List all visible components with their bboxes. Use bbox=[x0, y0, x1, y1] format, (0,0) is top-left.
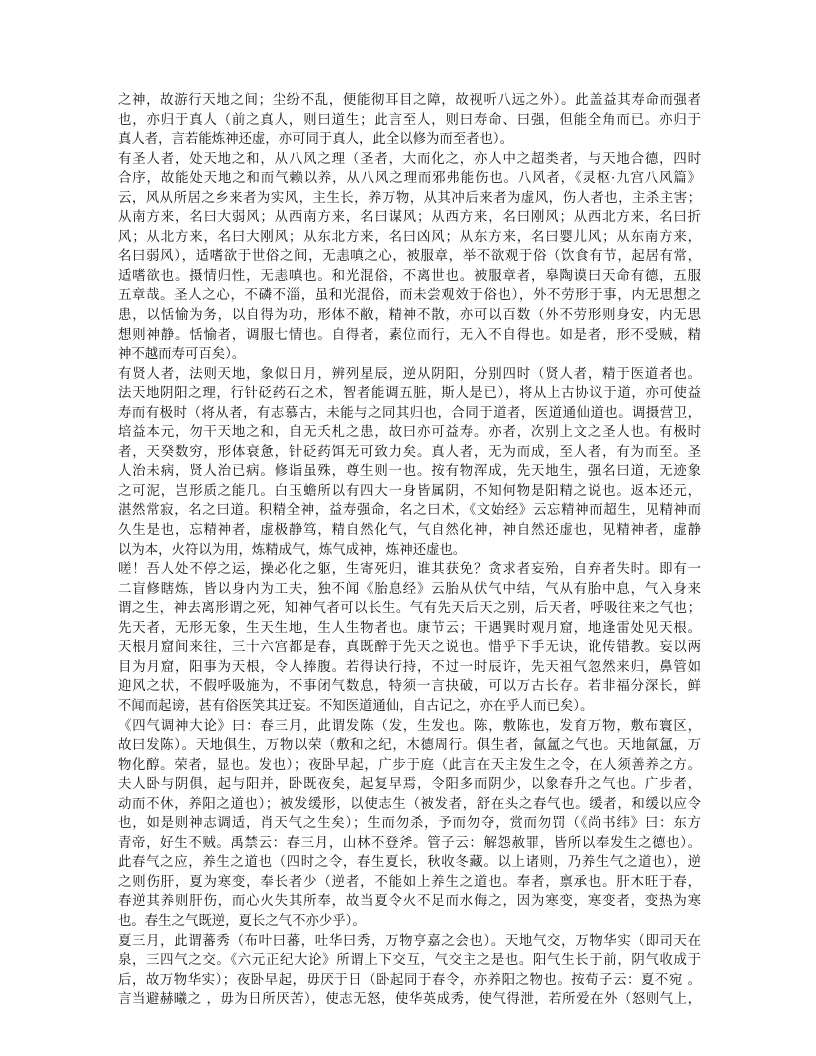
text-line: 春逆其养则肝伤，而心火失其所奉，故当夏令火不足而水侮之，因为寒变，寒变者，变热为寒 bbox=[118, 894, 701, 910]
text-line: 有圣人者，处天地之和，从八风之理（圣者，大而化之，亦人中之超类者，与天地合德，四时 bbox=[118, 151, 701, 167]
text-line: 者，天癸数穷，形体衰惫，针砭药饵无可致力矣。真人者，无为而成，至人者，有为而至。圣 bbox=[118, 444, 701, 460]
text-line: 后，故万物华实）；夜卧早起，毋厌于日（卧起同于春令，亦养阳之物也。按荀子云：夏不宛 。 bbox=[118, 972, 701, 988]
text-line: 青帝，好生不贼。禹禁云：春三月，山林不登斧。管子云：解怨赦罪，皆所以奉发生之德也）。 bbox=[118, 835, 701, 851]
text-line: 嗟！吾人处不停之运，操必化之躯，生寄死归，谁其获免？贪求者妄殆，自弃者失时。即有一 bbox=[118, 562, 701, 578]
text-line: 此春气之应，养生之道也（四时之令，春生夏长，秋收冬藏。以上诸则，乃养生气之道也），逆 bbox=[118, 855, 701, 871]
text-line: 风；从北方来，名曰大刚风；从东北方来，名曰凶风；从东方来，名曰婴儿风；从东南方来， bbox=[118, 229, 701, 245]
text-line: 动而不休，养阳之道也）；被发缓形，以使志生（被发者，舒在头之春气也。缓者，和缓以应令 bbox=[118, 796, 701, 812]
text-line: 言当避赫曦之 ，毋为日所厌苦），使志无怒，使华英成秀，使气得泄，若所爱在外（怒则气上， bbox=[118, 992, 701, 1008]
text-line: 也，如是则神志调适，肖天气之生矣）；生而勿杀，予而勿夺，赏而勿罚（《尚书纬》曰：东方 bbox=[118, 816, 701, 832]
text-line: 以为本，火符以为用，炼精成气，炼气成神，炼神还虚也。 bbox=[118, 542, 467, 558]
text-line: 之可泥，岂形质之能几。白玉蟾所以有四大一身皆属阴，不知何物是阳精之说也。返本还元， bbox=[118, 483, 701, 499]
text-line: 之则伤肝，夏为寒变，奉长者少（逆者，不能如上养生之道也。奉者，禀承也。肝木旺于春， bbox=[118, 874, 701, 890]
text-line: 适嗜欲也。摄情归性，无恚嗔也。和光混俗，不离世也。被服章者，皋陶谟曰天命有德，五服 bbox=[118, 268, 701, 284]
text-line: 夫人卧与阴俱，起与阳并，卧既夜矣，起复早焉，令阳多而阴少，以象春升之气也。广步者， bbox=[118, 777, 701, 793]
text-line: 泉，三四气之交。《六元正纪大论》所谓上下交互，气交主之是也。阳气生长于前，阴气收成于 bbox=[118, 953, 701, 969]
text-line: 神不越而寿可百矣）。 bbox=[118, 347, 246, 363]
text-line: 湛然常寂，名之曰道。积精全神，益寿强命，名之曰术，《文始经》云忘精神而超生，见精神而 bbox=[118, 503, 701, 519]
text-line: 不闻而起谤，甚有俗医笑其迂妄。不知医道通仙，自古记之，亦在乎人而已矣）。 bbox=[118, 698, 594, 714]
text-line: 迎风之状，不假呼吸施为，不事闭气数息，特须一言抉破，可以万古长存。若非福分深长，鲜 bbox=[118, 679, 701, 695]
text-line: 培益本元，勿干天地之和，自无夭札之患，故曰亦可益寿。亦者，次别上文之圣人也。有极时 bbox=[118, 425, 701, 441]
text-line: 真人者，言若能炼神还虚，亦可同于真人，此全以修为而至者也）。 bbox=[118, 132, 514, 148]
text-line: 名曰弱风），适嗜欲于世俗之间，无恚嗔之心，被服章，举不欲观于俗（饮食有节，起居有常， bbox=[118, 249, 701, 265]
text-line: 五章哉。圣人之心，不磷不淄，虽和光混俗，而未尝观效于俗也），外不劳形于事，内无思想之 bbox=[118, 288, 701, 304]
text-line: 目为月窟，阳事为天根，令人捧腹。若得诀行持，不过一时辰许，先天祖气忽然来归，鼻管如 bbox=[118, 659, 701, 675]
text-line: 合序，故能处天地之和而气赖以养，从八风之理而邪弗能伤也。八风者，《灵枢·九宫八风篇》 bbox=[118, 171, 701, 187]
text-line: 谓之生，神去离形谓之死，知神气者可以长生。气有先天后天之别，后天者，呼吸往来之气也； bbox=[118, 601, 701, 617]
text-line: 天根月窟间来往，三十六宫都是春，真既醉于先天之说也。惜乎下手无诀，讹传错教。妄以两 bbox=[118, 640, 701, 656]
text-line: 先天者，无形无象，生天生地，生人生物者也。康节云；干遇巽时观月窟，地逢雷处见天根。 bbox=[118, 620, 701, 636]
text-line: 之神，故游行天地之间；尘纷不乱，便能彻耳目之障，故视听八远之外）。此盖益其寿命而强者 bbox=[118, 93, 701, 108]
text-line: 夏三月，此谓蕃秀（布叶曰蕃，吐华曰秀，万物亨嘉之会也）。天地气交，万物华实（即司天在 bbox=[118, 933, 701, 949]
document-page bbox=[118, 91, 701, 1010]
text-line: 从南方来，名曰大弱风；从西南方来，名曰谋风；从西方来，名曰刚风；从西北方来，名曰折 bbox=[118, 210, 701, 226]
text-line: 寿而有极时（将从者，有志慕古，未能与之同其归也，合同于道者，医道通仙道也。调摄营卫， bbox=[118, 405, 701, 421]
text-line: 患，以恬愉为务，以自得为功，形体不敝，精神不散，亦可以百数（外不劳形则身安，内无思 bbox=[118, 308, 701, 324]
text-line: 想则神静。恬愉者，调服七情也。自得者，素位而行，无入不自得也。如是者，形不受贼，精 bbox=[118, 327, 701, 343]
text-line: 物化醇。荣者，显也。发也）；夜卧早起，广步于庭（此言在天主发生之令，在人须善养之方。 bbox=[118, 757, 701, 773]
text-line: 也，亦归于真人（前之真人，则曰道生；此言至人，则曰寿命、曰强，但能全角而已。亦归于 bbox=[118, 112, 701, 128]
text-line: 有贤人者，法则天地，象似日月，辨列星辰，逆从阴阳，分别四时（贤人者，精于医道者也。 bbox=[118, 366, 701, 382]
text-line: 法天地阴阳之理，行针砭药石之术，智者能调五脏，斯人是已），将从上古协议于道，亦可使益 bbox=[118, 386, 701, 402]
text-line: 久生是也，忘精神者，虚极静笃，精自然化气，气自然化神，神自然还虚也，见精神者，虚静 bbox=[118, 523, 701, 539]
text-line: 《四气调神大论》曰：春三月，此谓发陈（发，生发也。陈，敷陈也，发育万物，敷布寰区， bbox=[118, 718, 701, 734]
text-line: 二盲修瞎炼，皆以身内为工夫，独不闻《胎息经》云胎从伏气中结，气从有胎中息，气入身来 bbox=[118, 581, 701, 597]
text-line: 人治未病，贤人治已病。修诣虽殊，尊生则一也。按有物浑成，先天地生，强名曰道，无迹象 bbox=[118, 464, 701, 480]
text-line: 也。春生之气既逆，夏长之气不亦少乎）。 bbox=[118, 913, 366, 929]
text-line: 故曰发陈）。天地俱生，万物以荣（敷和之纪，木德周行。俱生者，氤氲之气也。天地氤氲，万 bbox=[118, 738, 701, 754]
text-line: 云，风从所居之乡来者为实风，主生长，养万物，从其冲后来者为虚风，伤人者也，主杀主害； bbox=[118, 190, 701, 206]
